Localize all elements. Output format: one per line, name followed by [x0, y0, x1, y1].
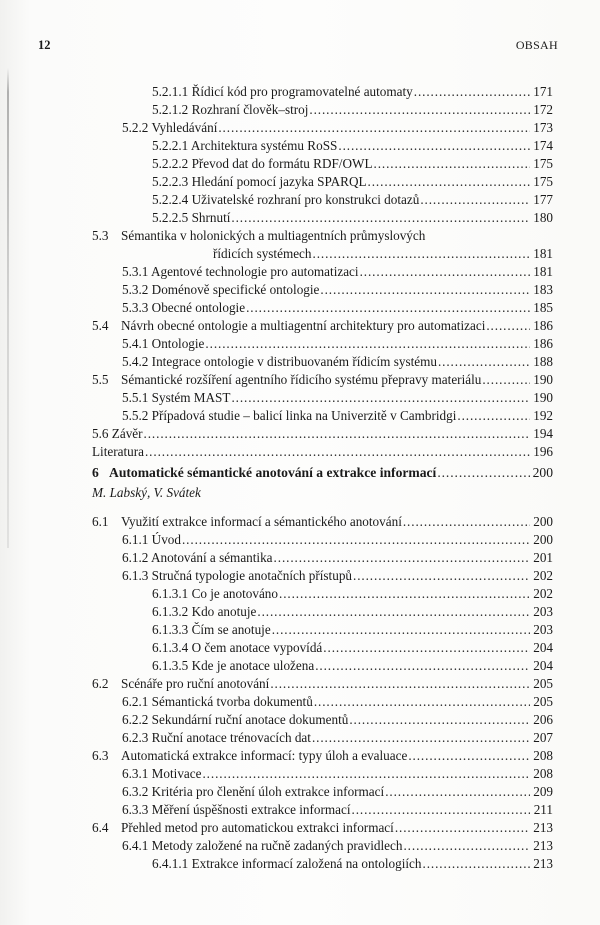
entry-number: 5.5 — [92, 372, 109, 387]
entry-title-cont: řídicích systémech — [213, 246, 312, 261]
toc-entry[interactable] — [152, 621, 553, 639]
entry-title: Převod dat do formátu RDF/OWL — [191, 156, 373, 171]
dot-leader — [368, 173, 530, 191]
toc-entry[interactable] — [152, 173, 553, 191]
entry-number: 6.2.1 — [122, 694, 149, 709]
entry-page: 190 — [533, 390, 553, 405]
toc-entry[interactable] — [92, 425, 553, 443]
entry-page: 203 — [533, 622, 553, 637]
toc-entry[interactable] — [122, 299, 553, 317]
entry-title: Měření úspěšnosti extrakce informací — [151, 802, 351, 817]
toc-entry[interactable] — [122, 801, 553, 819]
dot-leader — [360, 263, 530, 281]
entry-page: 201 — [533, 550, 553, 565]
dot-leader — [314, 693, 530, 711]
entry-title: Uživatelské rozhraní pro konstrukci dotazů — [191, 192, 420, 207]
toc-entry[interactable] — [122, 711, 553, 729]
chapter-number: 6 — [92, 465, 99, 480]
entry-title: Literatura — [92, 444, 144, 459]
entry-title: Shrnutí — [191, 210, 231, 225]
dot-leader — [309, 101, 530, 119]
entry-number: 6.1.3.2 — [152, 604, 189, 619]
entry-number: 6.1 — [92, 514, 109, 529]
entry-number: 5.5.1 — [122, 390, 149, 405]
entry-page: 209 — [533, 784, 553, 799]
entry-page: 205 — [533, 694, 553, 709]
dot-leader — [218, 119, 530, 137]
toc-entry[interactable] — [122, 693, 553, 711]
entry-title: Obecné ontologie — [151, 300, 246, 315]
entry-number: 5.5.2 — [122, 408, 149, 423]
entry-title: Kde je anotace uložena — [191, 658, 315, 673]
dot-leader — [486, 317, 530, 335]
entry-title: O čem anotace vypovídá — [191, 640, 323, 655]
toc-entry[interactable] — [122, 389, 553, 407]
entry-number: 6.2.2 — [122, 712, 149, 727]
dot-leader — [353, 567, 530, 585]
dot-leader — [423, 855, 530, 873]
entry-title: Čím se anotuje — [191, 622, 271, 637]
dot-leader — [313, 245, 530, 263]
entry-number: 6.4 — [92, 820, 109, 835]
dot-leader — [338, 137, 530, 155]
entry-title: Řídicí kód pro programovatelné automaty — [191, 84, 413, 99]
entry-title: Co je anotováno — [191, 586, 278, 601]
dot-leader — [257, 603, 530, 621]
entry-number: 6.2.3 — [122, 730, 149, 745]
entry-page: 196 — [533, 444, 553, 459]
entry-title: Přehled metod pro automatickou extrakci informací — [121, 820, 394, 835]
entry-number: 6.1.3.1 — [152, 586, 189, 601]
dot-leader — [457, 407, 530, 425]
toc-entry[interactable] — [92, 513, 553, 531]
dot-leader — [182, 531, 530, 549]
toc-entry[interactable] — [122, 765, 553, 783]
toc-entry[interactable] — [122, 531, 553, 549]
entry-page: 200 — [533, 514, 553, 529]
scan-edge-line — [7, 68, 9, 548]
toc-entry-multiline-cont[interactable] — [213, 245, 553, 263]
dot-leader — [202, 765, 530, 783]
entry-number: 5.3.1 — [122, 264, 149, 279]
entry-page: 173 — [533, 120, 553, 135]
dot-leader — [414, 83, 530, 101]
entry-page: 206 — [533, 712, 553, 727]
entry-page: 211 — [533, 802, 553, 817]
toc-entry[interactable] — [152, 155, 553, 173]
entry-title: Agentové technologie pro automatizaci — [150, 264, 359, 279]
entry-number: 6.3.1 — [122, 766, 149, 781]
toc-entry[interactable] — [152, 191, 553, 209]
toc-entry-multiline-first[interactable] — [92, 227, 425, 245]
toc-entry[interactable] — [152, 137, 553, 155]
toc-entry[interactable] — [152, 603, 553, 621]
dot-leader — [231, 389, 530, 407]
entry-number: 5.3 — [92, 228, 109, 243]
entry-title: Motivace — [151, 766, 202, 781]
entry-page: 185 — [533, 300, 553, 315]
entry-page: 207 — [533, 730, 553, 745]
entry-title: Případová studie – balicí linka na Univerzitě v Cambridgi — [151, 408, 457, 423]
toc-entry-references[interactable] — [92, 443, 553, 461]
entry-page: 186 — [533, 336, 553, 351]
entry-number: 6.3 — [92, 748, 109, 763]
entry-number: 5.3.2 — [122, 282, 149, 297]
dot-leader — [320, 281, 530, 299]
entry-title: Stručná typologie anotačních přístupů — [151, 568, 353, 583]
page-header — [38, 38, 558, 56]
entry-number: 6.1.3 — [122, 568, 149, 583]
toc-entry[interactable] — [122, 353, 553, 371]
entry-number: 5.4.2 — [122, 354, 149, 369]
chapter-title: Automatické sémantické anotování a extrakce informací — [109, 465, 437, 480]
entry-page: 175 — [533, 174, 553, 189]
running-title: OBSAH — [515, 38, 558, 52]
toc-entry[interactable] — [122, 729, 553, 747]
toc-entry[interactable] — [92, 675, 553, 693]
toc-entry[interactable] — [152, 83, 553, 101]
dot-leader — [205, 335, 530, 353]
entry-number: 6.1.1 — [122, 532, 149, 547]
entry-page: 174 — [533, 138, 553, 153]
entry-title: Sémantické rozšíření agentního řídicího systému přepravy materiálu — [121, 372, 482, 387]
entry-number: 5.2.2.3 — [152, 174, 189, 189]
entry-page: 188 — [533, 354, 553, 369]
entry-page: 180 — [533, 210, 553, 225]
entry-page: 171 — [533, 84, 553, 99]
toc-entry[interactable] — [152, 101, 553, 119]
toc-entry[interactable] — [152, 585, 553, 603]
dot-leader — [323, 639, 530, 657]
entry-page: 172 — [533, 102, 553, 117]
entry-number: 5.4 — [92, 318, 109, 333]
dot-leader — [437, 464, 530, 482]
entry-page: 200 — [533, 532, 553, 547]
toc-entry[interactable] — [92, 747, 553, 765]
entry-page: 181 — [533, 246, 553, 261]
dot-leader — [312, 729, 530, 747]
page-number: 12 — [38, 38, 51, 52]
toc-entry[interactable] — [122, 567, 553, 585]
entry-page: 183 — [533, 282, 553, 297]
entry-title: Sémantika v holonických a multiagentních průmyslových — [121, 228, 426, 243]
dot-leader — [270, 675, 530, 693]
entry-page: 202 — [533, 568, 553, 583]
entry-title: Kdo anotuje — [191, 604, 257, 619]
entry-page: 194 — [533, 426, 553, 441]
entry-title: Ruční anotace trénovacích dat — [151, 730, 311, 745]
dot-leader — [315, 657, 530, 675]
dot-leader — [231, 209, 530, 227]
entry-number: 6.2 — [92, 676, 109, 691]
dot-leader — [420, 191, 530, 209]
entry-page: 177 — [533, 192, 553, 207]
entry-number: 5.6 — [92, 426, 109, 441]
entry-title: Sekundární ruční anotace dokumentů — [151, 712, 349, 727]
entry-number: 5.3.3 — [122, 300, 149, 315]
dot-leader — [279, 585, 530, 603]
toc-entry[interactable] — [122, 837, 553, 855]
entry-title: Scénáře pro ruční anotování — [121, 676, 270, 691]
entry-title: Extrakce informací založená na ontologiích — [191, 856, 422, 871]
entry-number: 6.1.3.5 — [152, 658, 189, 673]
entry-page: 175 — [533, 156, 553, 171]
dot-leader — [385, 783, 530, 801]
dot-leader — [374, 155, 531, 173]
entry-number: 6.1.2 — [122, 550, 149, 565]
entry-title: Úvod — [151, 532, 181, 547]
chapter-authors: M. Labský, V. Svátek — [92, 485, 201, 500]
entry-page: 208 — [533, 748, 553, 763]
entry-title: Ontologie — [151, 336, 205, 351]
toc-entry[interactable] — [92, 371, 553, 389]
entry-title: Architektura systému RoSS — [190, 138, 338, 153]
toc-entry[interactable] — [92, 317, 553, 335]
entry-title: Doménově specifické ontologie — [151, 282, 320, 297]
entry-page: 205 — [533, 676, 553, 691]
entry-number: 5.4.1 — [122, 336, 149, 351]
toc-entry[interactable] — [122, 407, 553, 425]
dot-leader — [408, 747, 530, 765]
dot-leader — [438, 353, 530, 371]
dot-leader — [274, 549, 530, 567]
dot-leader — [482, 371, 530, 389]
entry-page: 213 — [533, 838, 553, 853]
entry-page: 202 — [533, 586, 553, 601]
entry-title: Sémantická tvorba dokumentů — [151, 694, 313, 709]
toc-entry[interactable] — [152, 209, 553, 227]
entry-number: 6.1.3.3 — [152, 622, 189, 637]
entry-page: 204 — [533, 640, 553, 655]
entry-title: Využití extrakce informací a sémantického anotování — [121, 514, 402, 529]
toc-chapter-entry[interactable] — [92, 464, 553, 482]
entry-page: 186 — [533, 318, 553, 333]
entry-number: 5.2.2.4 — [152, 192, 189, 207]
dot-leader — [272, 621, 530, 639]
dot-leader — [145, 443, 530, 461]
dot-leader — [246, 299, 530, 317]
entry-number: 6.4.1 — [122, 838, 149, 853]
dot-leader — [349, 711, 530, 729]
entry-title: Hledání pomocí jazyka SPARQL — [191, 174, 367, 189]
entry-page: 213 — [533, 820, 553, 835]
entry-title: Návrh obecné ontologie a multiagentní architektury pro automatizaci — [121, 318, 486, 333]
entry-number: 5.2.2 — [122, 120, 149, 135]
toc-entry[interactable] — [152, 639, 553, 657]
dot-leader — [352, 801, 530, 819]
entry-number: 6.3.2 — [122, 784, 149, 799]
entry-page: 192 — [533, 408, 553, 423]
entry-page: 213 — [533, 856, 553, 871]
entry-page: 190 — [533, 372, 553, 387]
entry-page: 208 — [533, 766, 553, 781]
entry-number: 6.1.3.4 — [152, 640, 189, 655]
entry-number: 6.3.3 — [122, 802, 149, 817]
toc-entry[interactable] — [122, 783, 553, 801]
toc-entry[interactable] — [122, 281, 553, 299]
toc-entry[interactable] — [92, 819, 553, 837]
entry-title: Integrace ontologie v distribuovaném řídicím systému — [151, 354, 437, 369]
dot-leader — [403, 513, 530, 531]
entry-page: 204 — [533, 658, 553, 673]
toc-entry[interactable] — [152, 657, 553, 675]
entry-number: 5.2.1.1 — [152, 84, 189, 99]
entry-page: 203 — [533, 604, 553, 619]
entry-title: Vyhledávání — [151, 120, 218, 135]
entry-title: Rozhraní člověk–stroj — [191, 102, 309, 117]
dot-leader — [144, 425, 530, 443]
entry-title: Závěr — [111, 426, 143, 441]
chapter-page: 200 — [532, 465, 553, 480]
entry-number: 5.2.2.1 — [152, 138, 189, 153]
toc-entry[interactable] — [122, 263, 553, 281]
toc-entry[interactable] — [152, 855, 553, 873]
entry-page: 181 — [533, 264, 553, 279]
toc-entry[interactable] — [122, 335, 553, 353]
entry-number: 5.2.1.2 — [152, 102, 189, 117]
toc-entry[interactable] — [122, 119, 553, 137]
entry-title: Anotování a sémantika — [150, 550, 273, 565]
entry-number: 5.2.2.5 — [152, 210, 189, 225]
entry-title: Metody založené na ručně zadaných pravidlech — [151, 838, 403, 853]
entry-title: Automatická extrakce informací: typy úloh a evaluace — [121, 748, 408, 763]
toc-entry[interactable] — [122, 549, 553, 567]
dot-leader — [395, 819, 530, 837]
entry-title: Kritéria pro členění úloh extrakce informací — [151, 784, 385, 799]
entry-number: 6.4.1.1 — [152, 856, 189, 871]
dot-leader — [403, 837, 530, 855]
entry-number: 5.2.2.2 — [152, 156, 189, 171]
entry-title: Systém MAST — [151, 390, 231, 405]
